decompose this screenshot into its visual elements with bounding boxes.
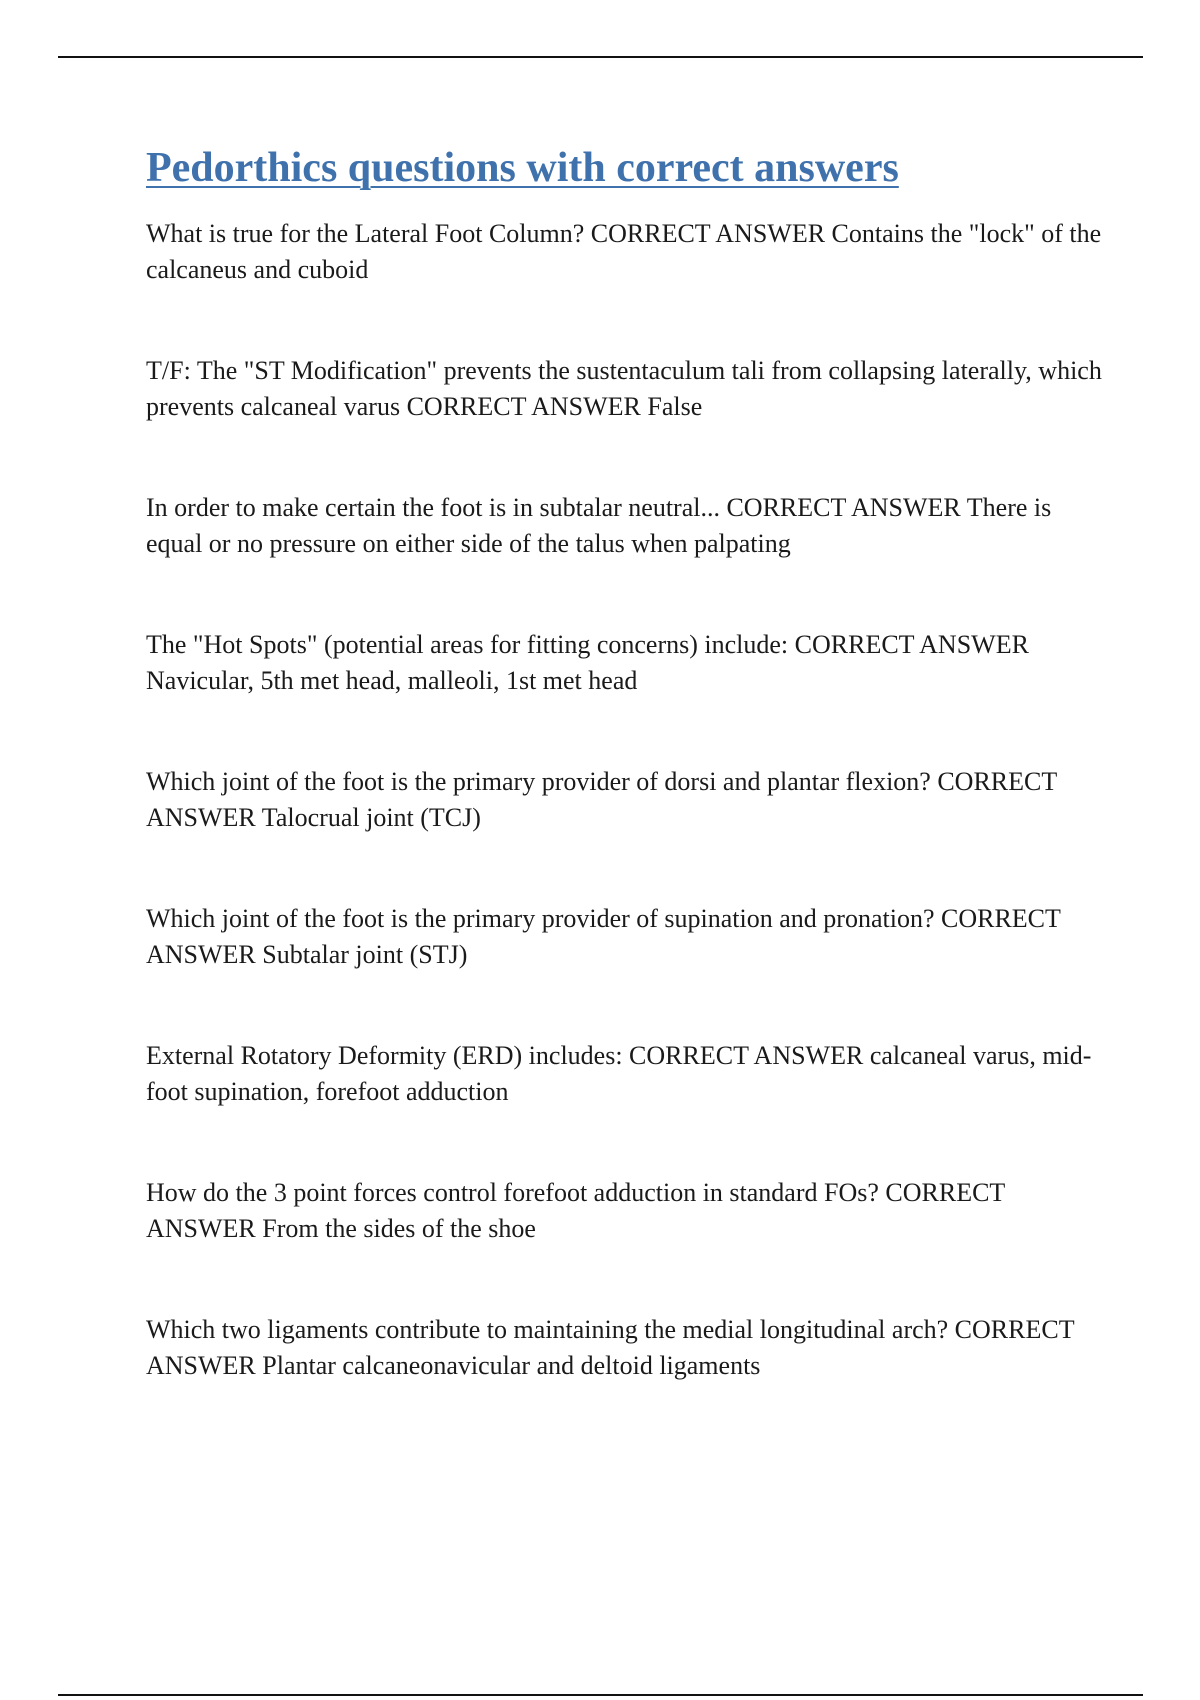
- question-list: [146, 216, 1106, 1384]
- footer-rule: [58, 1694, 1143, 1696]
- question-answer-4: The "Hot Spots" (potential areas for fitting concerns) include: CORRECT ANSWER Navicular, 5th met head, malleoli, 1st met head: [146, 630, 1029, 695]
- question-answer-7: External Rotatory Deformity (ERD) includes: CORRECT ANSWER calcaneal varus, mid-foot supination, forefoot adduction: [146, 1041, 1092, 1106]
- header-rule: [58, 56, 1143, 58]
- question-answer-1: What is true for the Lateral Foot Column? CORRECT ANSWER Contains the "lock" of the calcaneus and cuboid: [146, 219, 1102, 284]
- question-answer-5: Which joint of the foot is the primary provider of dorsi and plantar flexion? CORRECT ANSWER Talocrual joint (TCJ): [146, 767, 1057, 832]
- document-body: [146, 140, 1106, 1449]
- question-answer-6: Which joint of the foot is the primary provider of supination and pronation? CORRECT ANSWER Subtalar joint (STJ): [146, 904, 1061, 969]
- question-answer-8: How do the 3 point forces control forefoot adduction in standard FOs? CORRECT ANSWER From the sides of the shoe: [146, 1178, 1005, 1243]
- document-title[interactable]: Pedorthics questions with correct answers: [146, 145, 899, 191]
- question-answer-9: Which two ligaments contribute to maintaining the medial longitudinal arch? CORRECT ANSWER Plantar calcaneonavicular and deltoid ligaments: [146, 1315, 1075, 1380]
- question-answer-3: In order to make certain the foot is in subtalar neutral... CORRECT ANSWER There is equal or no pressure on either side of the talus when palpating: [146, 493, 1052, 558]
- question-answer-2: T/F: The "ST Modification" prevents the sustentaculum tali from collapsing laterally, which prevents calcaneal varus CORRECT ANSWER False: [146, 356, 1102, 421]
